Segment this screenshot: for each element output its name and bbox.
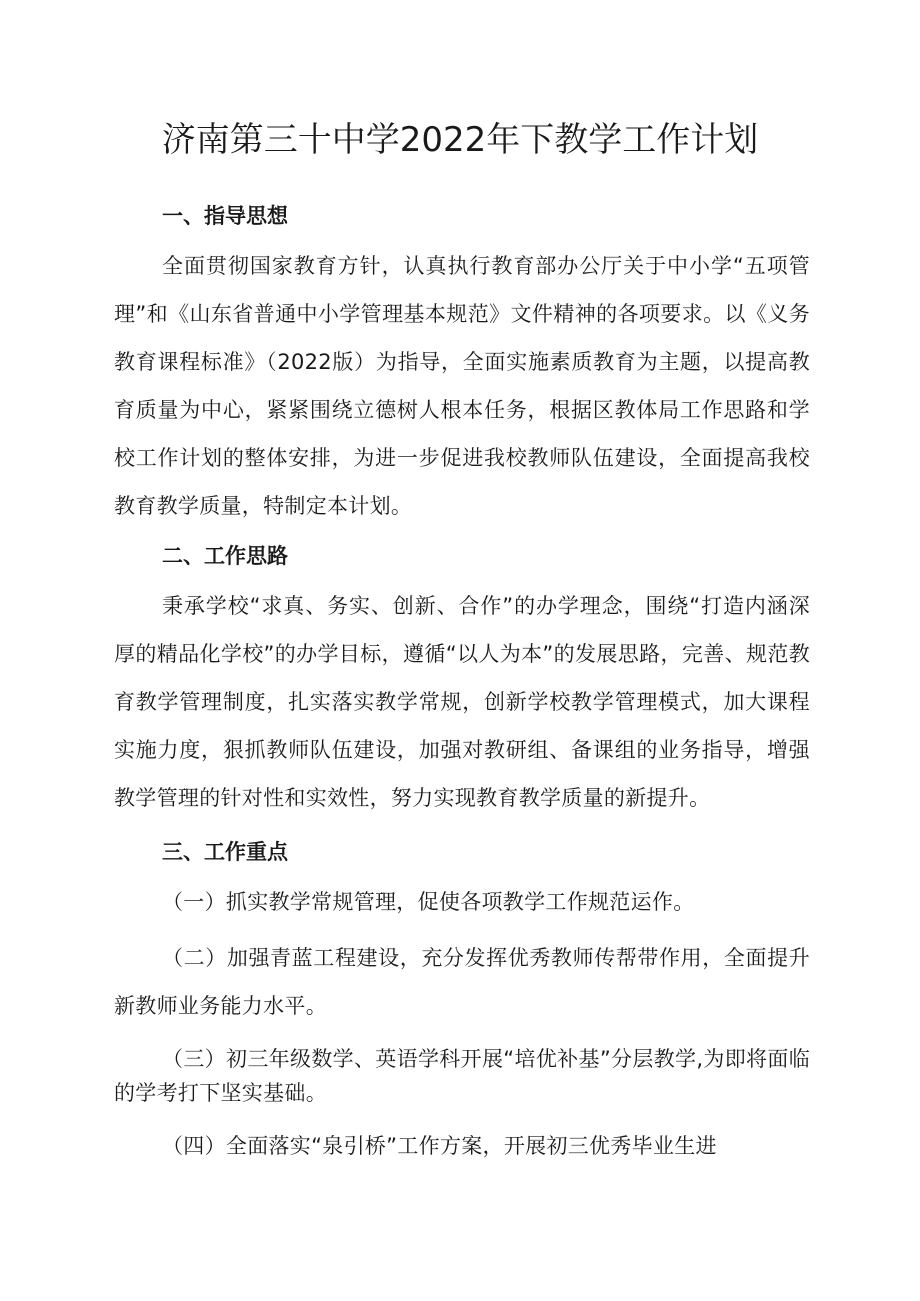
section-guiding-ideology bbox=[114, 198, 810, 530]
section-heading: 三、工作重点 bbox=[162, 840, 288, 864]
paragraph: （一）抓实教学常规管理，促使各项教学工作规范运作。 bbox=[162, 890, 695, 914]
document-body bbox=[114, 198, 810, 1170]
document-title: 济南第三十中学2022年下教学工作计划 bbox=[161, 120, 759, 160]
section-work-approach bbox=[114, 538, 810, 822]
section-heading: 一、指导思想 bbox=[162, 204, 288, 228]
paragraph: （二）加强青蓝工程建设，充分发挥优秀教师传帮带作用，全面提升新教师业务能力水平。 bbox=[114, 946, 810, 1018]
paragraph: （四）全面落实“泉引桥”工作方案，开展初三优秀毕业生进 bbox=[162, 1134, 717, 1158]
paragraph: （三）初三年级数学、英语学科开展“培优补基”分层教学,为即将面临的学考打下坚实基础。 bbox=[114, 1047, 810, 1105]
section-heading: 二、工作思路 bbox=[162, 544, 288, 568]
section-work-focus bbox=[114, 834, 810, 1170]
paragraph: 秉承学校“求真、务实、创新、合作”的办学理念，围绕“打造内涵深厚的精品化学校”的办学目标，遵循“以人为本”的发展思路，完善、规范教育教学管理制度，扎实落实教学常规，创新学校教学管理模式，加大课程实施力度，狠抓教师队伍建设，加强对教研组、备课组的业务指导，增强教学管理的针对性和实效性，努力实现教育教学质量的新提升。 bbox=[114, 594, 810, 810]
paragraph: 全面贯彻国家教育方针，认真执行教育部办公厅关于中小学“五项管理”和《山东省普通中小学管理基本规范》文件精神的各项要求。以《义务教育课程标准》（2022版）为指导，全面实施素质教育为主题，以提高教育质量为中心，紧紧围绕立德树人根本任务，根据区教体局工作思路和学校工作计划的整体安排，为进一步促进我校教师队伍建设，全面提高我校教育教学质量，特制定本计划。 bbox=[114, 254, 810, 518]
